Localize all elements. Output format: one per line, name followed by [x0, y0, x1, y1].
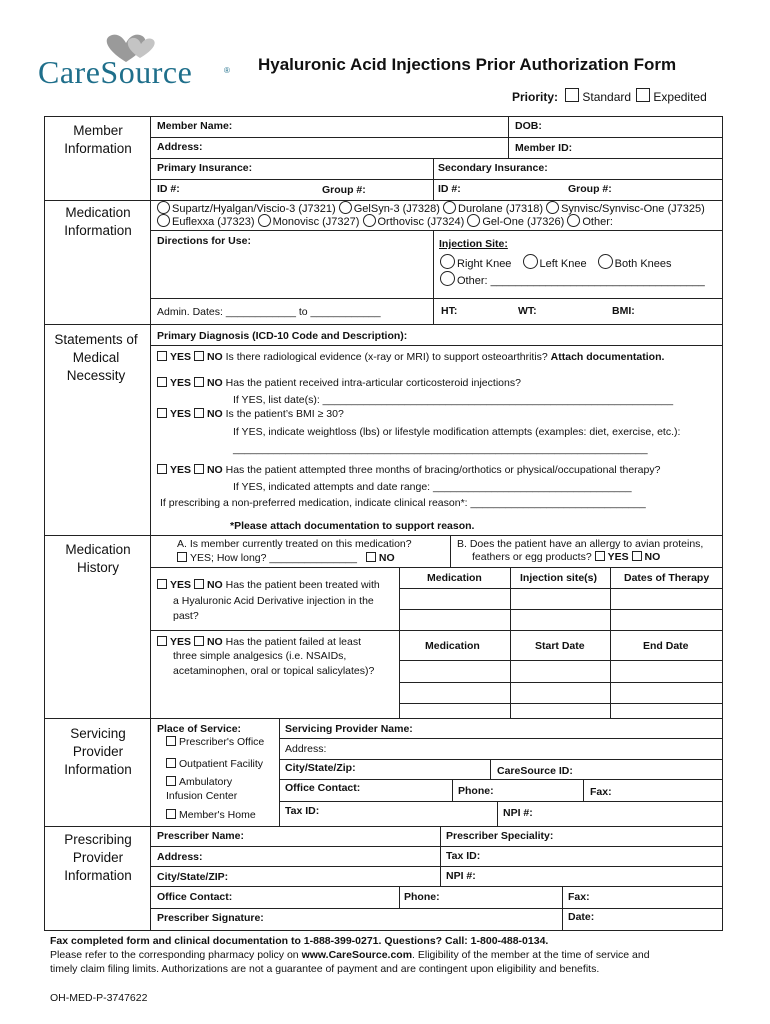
- other-medication-radio[interactable]: [567, 214, 580, 227]
- section-prescribing-provider: Prescribing Provider Information: [64, 832, 132, 883]
- admin-dates-label: Admin. Dates: ____________ to ____________: [157, 306, 381, 318]
- other-site-radio[interactable]: [440, 271, 455, 286]
- weightloss-instruction: If YES, indicate weightloss (lbs) or lifestyle modification attempts (examples: diet, exercise, etc.):: [233, 426, 681, 438]
- corticosteroid-dates: If YES, list date(s): ____________________________________________________________: [233, 394, 674, 406]
- fax-instructions: Fax completed form and clinical documentation to 1-888-399-0271. Questions? Call: 1-800-488-0134.: [50, 935, 549, 947]
- group2-label: Group #:: [568, 183, 612, 195]
- policy-note: Please refer to the corresponding pharmacy policy on www.CareSource.com. Eligibility of the member at the time of service and: [50, 949, 650, 961]
- monovisc-label: Monovisc (J7327): [272, 216, 360, 228]
- col2-end-date: End Date: [643, 640, 689, 652]
- col-dates-of-therapy: Dates of Therapy: [624, 572, 710, 584]
- durolane-radio[interactable]: [443, 201, 456, 214]
- standard-label: Standard: [582, 90, 632, 104]
- logo: [38, 32, 238, 94]
- q3-yes-checkbox[interactable]: [157, 408, 167, 418]
- ha-derivative-line2: a Hyaluronic Acid Derivative injection in the: [173, 595, 374, 607]
- corticosteroid-question: YES NO Has the patient received intra-articular corticosteroid injections?: [157, 377, 521, 389]
- priority-label: Priority:: [512, 90, 559, 104]
- monovisc-radio[interactable]: [258, 214, 271, 227]
- bmi-label: BMI:: [612, 305, 635, 317]
- q4-no-checkbox[interactable]: [194, 464, 204, 474]
- bracing-dates: If YES, indicated attempts and date range: __________________________________: [233, 481, 632, 493]
- supartz-radio[interactable]: [157, 201, 170, 214]
- section-medication-information: Medication Information: [64, 205, 132, 238]
- gel-one-radio[interactable]: [467, 214, 480, 227]
- ambulatory-checkbox[interactable]: [166, 776, 176, 786]
- form-code: OH-MED-P-3747622: [50, 992, 148, 1004]
- orthovisc-radio[interactable]: [363, 214, 376, 227]
- secondary-insurance-label: Secondary Insurance:: [438, 162, 548, 174]
- orthovisc-label: Orthovisc (J7324): [377, 216, 465, 228]
- prescriber-name-label: Prescriber Name:: [157, 830, 244, 842]
- pos-ambulatory-line2: Infusion Center: [166, 790, 238, 802]
- section-statements-of-medical-necessity: Statements of Medical Necessity: [54, 332, 138, 383]
- a-yes-checkbox[interactable]: [177, 552, 187, 562]
- prescriber-city-label: City/State/ZIP:: [157, 871, 229, 883]
- injection-site-other: [440, 271, 705, 287]
- gel-one-label: Gel-One (J7326): [482, 216, 565, 228]
- prescriber-address-label: Address:: [157, 851, 203, 863]
- col-medication: Medication: [427, 572, 482, 584]
- directions-label: Directions for Use:: [157, 235, 251, 247]
- expedited-checkbox[interactable]: [636, 88, 650, 102]
- history-a-answers: YES; How long? _______________ NO: [177, 552, 395, 564]
- group1-label: Group #:: [322, 184, 366, 196]
- pos-ambulatory: Ambulatory: [166, 776, 232, 788]
- servicing-provider-name-label: Servicing Provider Name:: [285, 723, 413, 735]
- q1-no-checkbox[interactable]: [194, 351, 204, 361]
- ha-derivative-question: YES NO Has the patient been treated with: [157, 579, 380, 591]
- bmi-question: YES NO Is the patient’s BMI ≥ 30?: [157, 408, 344, 420]
- analgesics-line3: acetaminophen, oral or topical salicylates)?: [173, 665, 375, 677]
- history-question-b: B. Does the patient have an allergy to avian proteins,: [457, 538, 704, 550]
- expedited-label: Expedited: [653, 90, 707, 104]
- place-of-service-label: Place of Service:: [157, 723, 242, 735]
- non-preferred-reason: If prescribing a non-preferred medication, indicate clinical reason*: ______________________________: [160, 497, 646, 509]
- servicing-fax-label: Fax:: [590, 786, 612, 798]
- servicing-npi-label: NPI #:: [503, 807, 533, 819]
- other-medication-label: Other:: [582, 216, 613, 228]
- left-knee-label: Left Knee: [539, 258, 587, 270]
- col-injection-sites: Injection site(s): [520, 572, 598, 584]
- servicing-tax-id-label: Tax ID:: [285, 805, 320, 817]
- injection-site-options: [440, 254, 672, 270]
- gelsyn-label: GelSyn-3 (J7328): [353, 203, 440, 215]
- pos-prescriber-office: Prescriber's Office: [166, 736, 264, 748]
- servicing-city-label: City/State/Zip:: [285, 762, 356, 774]
- section-medication-history: Medication History: [65, 542, 131, 575]
- b-yes-checkbox[interactable]: [595, 551, 605, 561]
- q4-yes-checkbox[interactable]: [157, 464, 167, 474]
- supartz-label: Supartz/Hyalgan/Viscio-3 (J7321): [172, 203, 336, 215]
- address-label: Address:: [157, 141, 203, 153]
- q3-no-checkbox[interactable]: [194, 408, 204, 418]
- prescriber-office-contact-label: Office Contact:: [157, 891, 233, 903]
- servicing-office-contact-label: Office Contact:: [285, 782, 361, 794]
- primary-insurance-label: Primary Insurance:: [157, 162, 253, 174]
- pos-outpatient: Outpatient Facility: [166, 758, 263, 770]
- logo-text: CareSource: [38, 54, 193, 90]
- analgesics-line2: three simple analgesics (i.e. NSAIDs,: [173, 650, 347, 662]
- member-name-label: Member Name:: [157, 120, 233, 132]
- members-home-checkbox[interactable]: [166, 809, 176, 819]
- outpatient-checkbox[interactable]: [166, 758, 176, 768]
- member-id-label: Member ID:: [515, 142, 573, 154]
- q2-no-checkbox[interactable]: [194, 377, 204, 387]
- logo-registered-mark: ®: [224, 66, 230, 75]
- prescriber-date-label: Date:: [568, 911, 595, 923]
- prescriber-tax-id-label: Tax ID:: [446, 850, 481, 862]
- servicing-phone-label: Phone:: [458, 785, 494, 797]
- dob-label: DOB:: [515, 120, 542, 132]
- policy-note-line2: timely claim filing limits. Authorizations are not a guarantee of payment and are contingent upon eligibility and benefits.: [50, 963, 600, 975]
- euflexxa-label: Euflexxa (J7323): [172, 216, 255, 228]
- both-knees-radio[interactable]: [598, 254, 613, 269]
- form-title: Hyaluronic Acid Injections Prior Authorization Form: [258, 55, 677, 74]
- radiological-question: YES NO Is there radiological evidence (x-ray or MRI) to support osteoarthritis? Attach documentation.: [157, 351, 664, 363]
- servicing-address-label: Address:: [285, 743, 327, 755]
- standard-checkbox[interactable]: [565, 88, 579, 102]
- weightloss-line: _______________________________________________________________________: [233, 443, 648, 455]
- prescriber-phone-label: Phone:: [404, 891, 440, 903]
- other-site-label: Other: ___________________________________: [457, 275, 705, 287]
- gelsyn-radio[interactable]: [339, 201, 352, 214]
- section-member-information: Member Information: [64, 123, 132, 156]
- ht-label: HT:: [441, 305, 458, 317]
- primary-diagnosis-label: Primary Diagnosis (ICD-10 Code and Description):: [157, 330, 408, 342]
- prescriber-signature-label: Prescriber Signature:: [157, 912, 264, 924]
- a-no-checkbox[interactable]: [366, 552, 376, 562]
- analgesics-no-checkbox[interactable]: [194, 636, 204, 646]
- history-b-line2: feathers or egg products? YES NO: [472, 551, 661, 563]
- synvisc-radio[interactable]: [546, 201, 559, 214]
- ha-derivative-line3: past?: [173, 610, 199, 622]
- left-knee-radio[interactable]: [523, 254, 538, 269]
- priority-row: [512, 88, 707, 104]
- prescriber-speciality-label: Prescriber Speciality:: [446, 830, 554, 842]
- analgesics-yes-checkbox[interactable]: [157, 636, 167, 646]
- durolane-label: Durolane (J7318): [458, 203, 544, 215]
- ha-no-checkbox[interactable]: [194, 579, 204, 589]
- prescriber-npi-label: NPI #:: [446, 870, 476, 882]
- attach-documentation-note: *Please attach documentation to support reason.: [230, 520, 475, 532]
- injection-site-label: Injection Site:: [439, 238, 508, 250]
- q1-yes-checkbox[interactable]: [157, 351, 167, 361]
- caresource-id-label: CareSource ID:: [497, 765, 573, 777]
- analgesics-question: YES NO Has the patient failed at least: [157, 636, 361, 648]
- wt-label: WT:: [518, 305, 537, 317]
- right-knee-label: Right Knee: [457, 258, 512, 270]
- pos-members-home: Member's Home: [166, 809, 256, 821]
- both-knees-label: Both Knees: [614, 258, 672, 270]
- right-knee-radio[interactable]: [440, 254, 455, 269]
- medication-options-row2: [157, 214, 613, 228]
- euflexxa-radio[interactable]: [157, 214, 170, 227]
- id1-label: ID #:: [157, 183, 180, 195]
- history-question-a: A. Is member currently treated on this medication?: [177, 538, 412, 550]
- col2-start-date: Start Date: [535, 640, 585, 652]
- bracing-question: YES NO Has the patient attempted three months of bracing/orthotics or physical/occupational therapy?: [157, 464, 660, 476]
- medication-options-row1: [157, 201, 705, 215]
- synvisc-label: Synvisc/Synvisc-One (J7325): [561, 203, 705, 215]
- b-no-checkbox[interactable]: [632, 551, 642, 561]
- col2-medication: Medication: [425, 640, 480, 652]
- prescriber-fax-label: Fax:: [568, 891, 590, 903]
- q2-yes-checkbox[interactable]: [157, 377, 167, 387]
- prescriber-office-checkbox[interactable]: [166, 736, 176, 746]
- section-servicing-provider: Servicing Provider Information: [64, 726, 132, 777]
- id2-label: ID #:: [438, 183, 461, 195]
- ha-yes-checkbox[interactable]: [157, 579, 167, 589]
- caresource-website-link[interactable]: www.CareSource.com: [301, 949, 413, 961]
